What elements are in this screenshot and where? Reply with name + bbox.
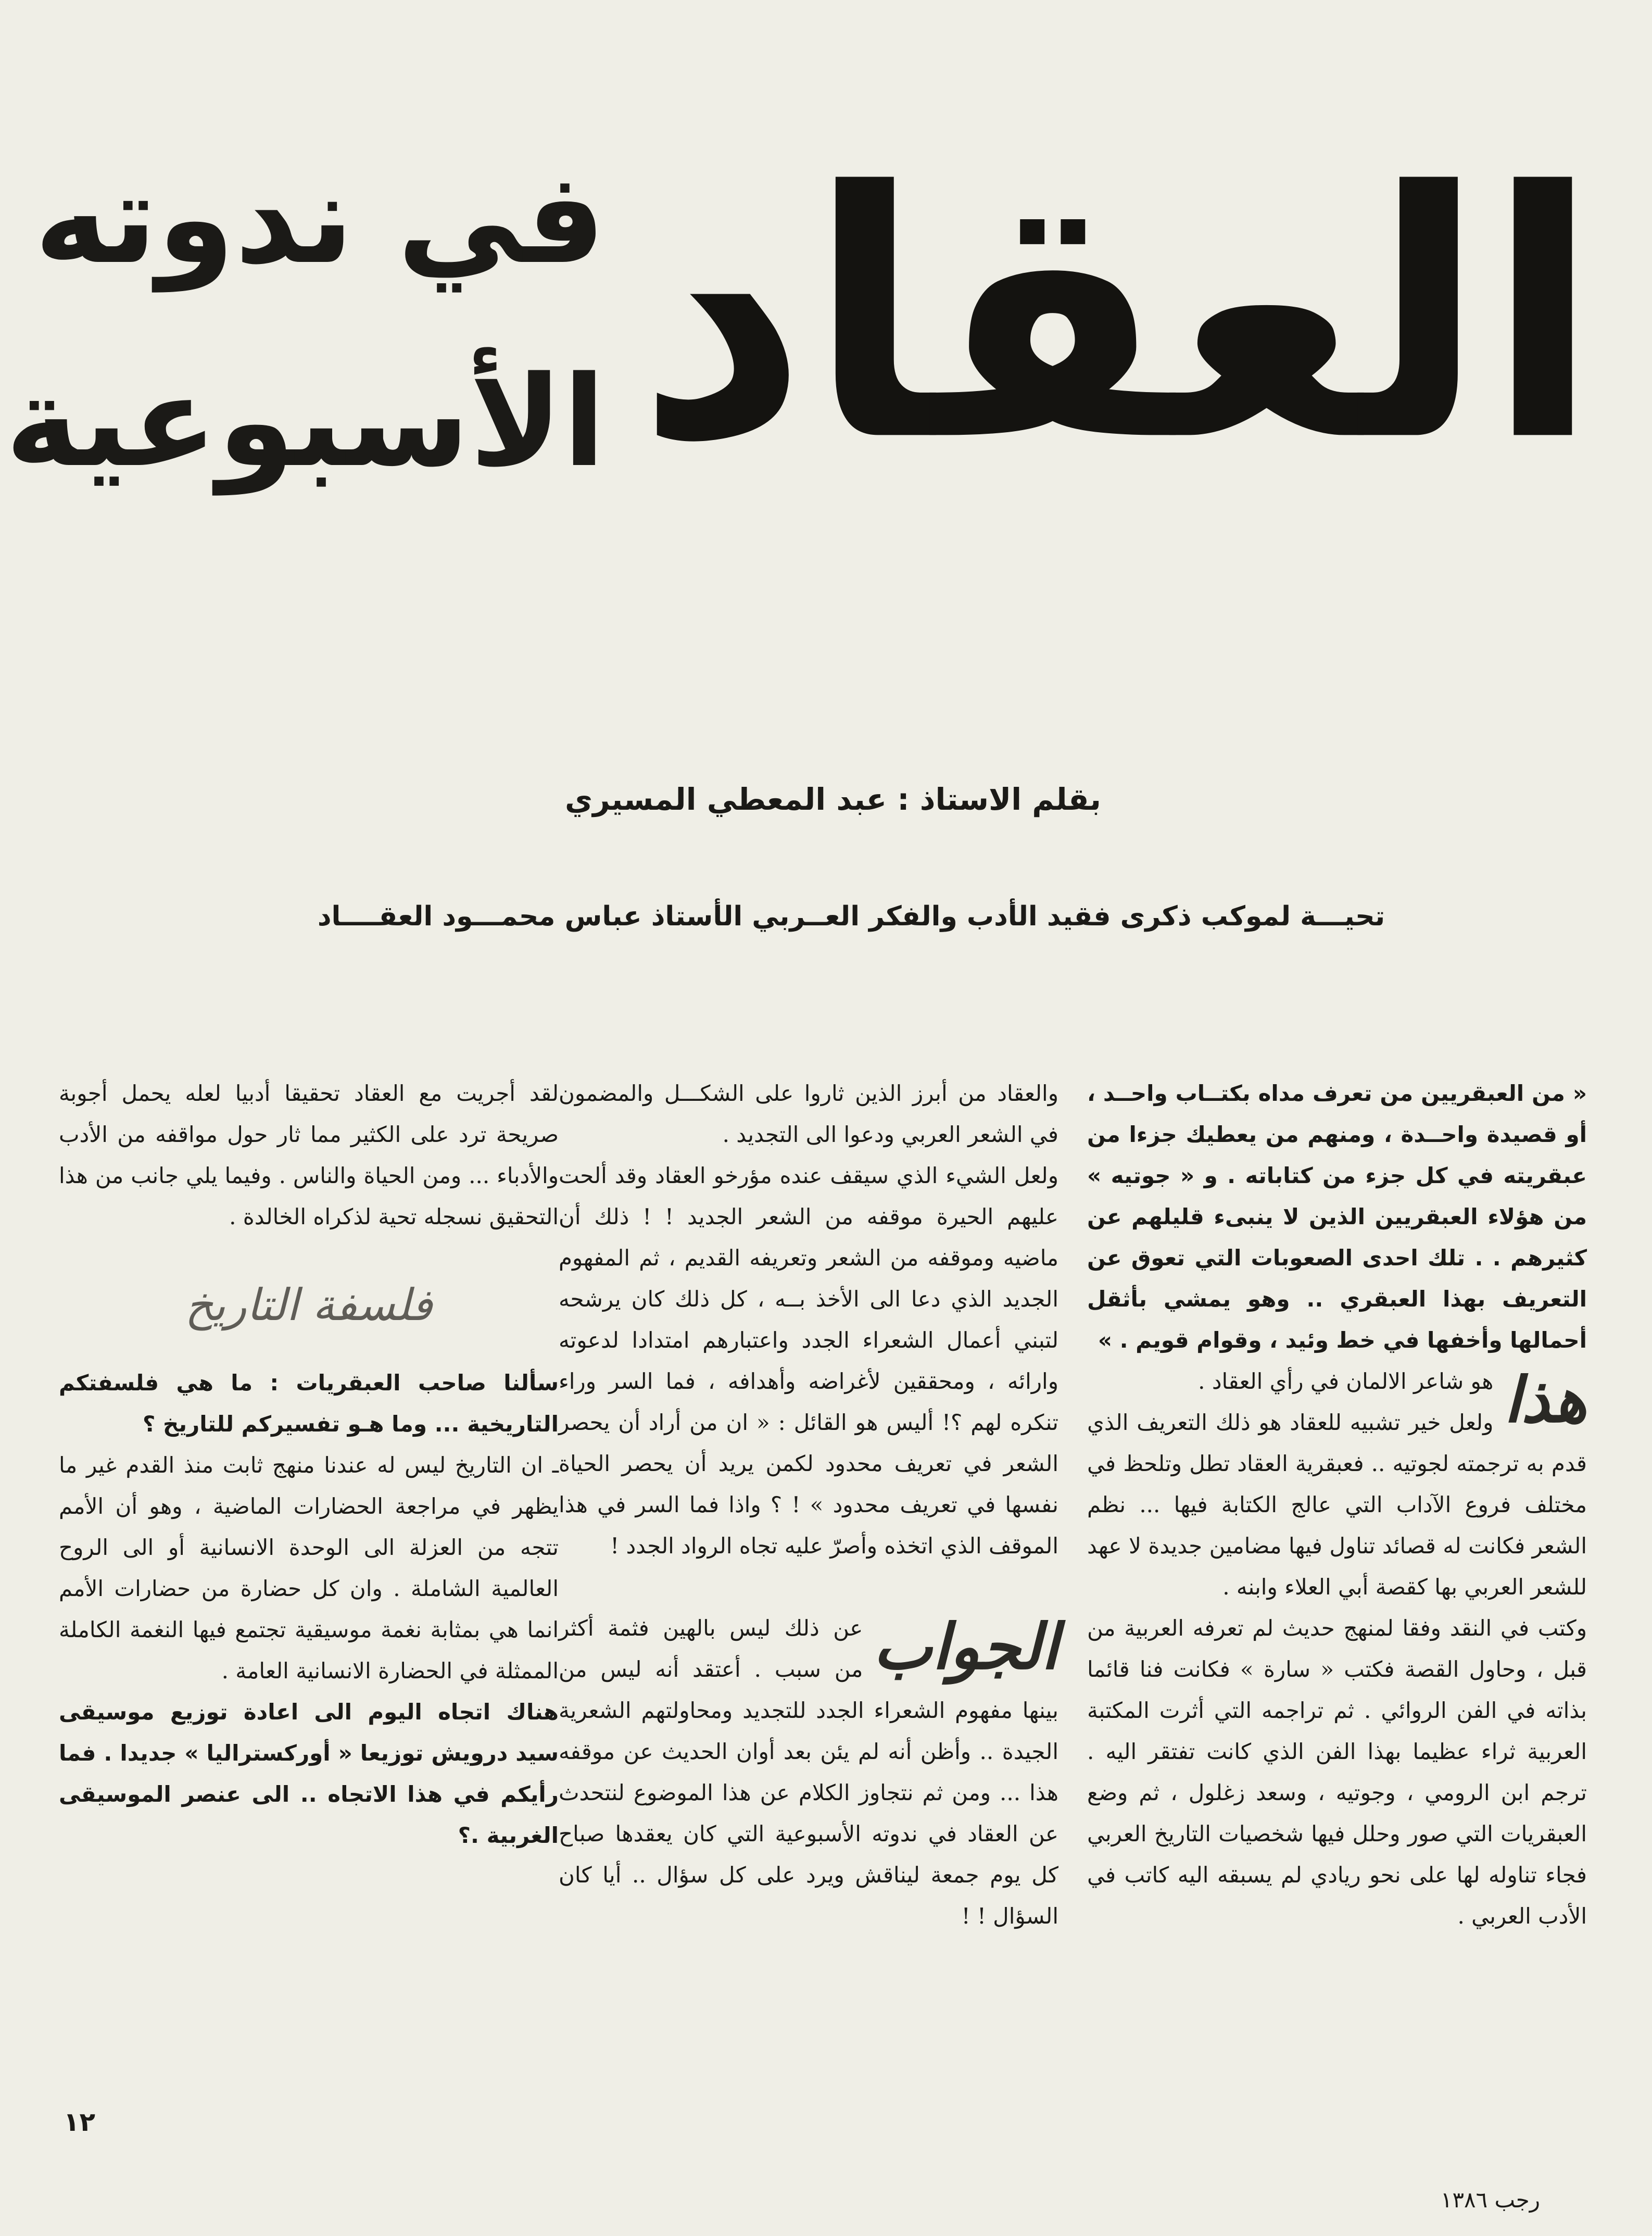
- column-middle: [559, 1073, 1058, 1937]
- intro-text: هو شاعر الالمان في رأي العقاد .: [1198, 1368, 1494, 1394]
- dedication: تحيـــة لموكب ذكرى فقيد الأدب والفكر العــربي الأستاذ عباس محمـــود العقــــاد: [317, 901, 1385, 932]
- paragraph: والعقاد من أبرز الذين ثاروا على الشكـــل والمضمون في الشعر العربي ودعوا الى التجديد .: [559, 1081, 1058, 1147]
- paragraph: وكتب في النقد وفقا لمنهج حديث لم تعرفه العربية من قبل ، وحاول القصة فكتب « سارة » فكانت فنا قائما بذاته في الفن الروائي . ثم تراجمه التي أثرت المكتبة العربية ثراء عظيما بهذا الفن الذي كانت تفتقر اليه . ترجم ابن الرومي ، وجوتيه ، وسعد زغلول ، ثم وضع العبقريات التي صور وحلل فيها شخصيات التاريخ العربي فجاء تناوله لها على نحو ريادي لم يسبقه اليه كاتب في الأدب العربي .: [1087, 1615, 1587, 1929]
- intro-paragraph: [1087, 1361, 1587, 1437]
- paragraph: ولعل الشيء الذي سيقف عنده مؤرخو العقاد وقد ألحت عليهم الحيرة موقفه من الشعر الجديد ! ! ذلك أن ماضيه وموقفه من الشعر وتعريفه القديم ، ثم المفهوم الجديد الذي دعا الى الأخذ بــه ، كل ذلك كان يرشحه لتبني أعمال الشعراء الجدد واعتبارهم امتدادا لدعوته وارائه ، ومحققين لأغراضه وأهدافه ، فما السر وراء تنكره لهم ؟! أليس هو القائل : « ان من أراد أن يحصر الشعر في تعريف محدود لكمن يريد أن يحصر الحياة نفسها في تعريف محدود » ! ؟ واذا فما السر في هذا الموقف الذي اتخذه وأصرّ عليه تجاه الرواد الجدد !: [559, 1163, 1058, 1559]
- issue-date: رجب ١٣٨٦: [1440, 2187, 1540, 2213]
- paragraph: ولعل خير تشبيه للعقاد هو ذلك التعريف الذي قدم به ترجمته لجوتيه .. فعبقرية العقاد تطل وتلحظ في مختلف فروع الآداب التي عالج الكتابة فيها ... نظم الشعر فكانت له قصائد تناول فيها مضامين جديدة لا عهد للشعر العربي بها كقصة أبي العلاء وابنه .: [1087, 1410, 1587, 1600]
- section-title: فلسفة التاريخ: [185, 1279, 433, 1330]
- headline-main: العقاد: [636, 119, 1600, 516]
- byline: بقلم الاستاذ : عبد المعطي المسيري: [565, 782, 1101, 817]
- answer-text: عن ذلك ليس بالهين فثمة أكثر من سبب . أعتقد أنه ليس من بينها مفهوم الشعراء الجدد للتجديد ومحاولتهم الشعرية الجيدة .. وأظن أنه لم يئن بعد أوان الحديث عن موقفه هذا ... ومن ثم نتجاوز الكلام عن هذا الموضوع لنتحدث عن العقاد في ندوته الأسبوعية التي كان يعقدها صباح كل يوم جمعة ليناقش ويرد على كل سؤال .. أيا كان السؤال ! !: [559, 1615, 1058, 1929]
- answer-paragraph: [559, 1607, 1058, 1937]
- question: هناك اتجاه اليوم الى اعادة توزيع موسيقى سيد درويش توزيعا « أوركستراليا » جديدا . فما رأيكم في هذا الاتجاه .. الى عنصر الموسيقى الغربية .؟: [59, 1699, 559, 1848]
- headline-sub-line1: في ندوته: [34, 146, 606, 292]
- answer: ـ ان التاريخ ليس له عندنا منهج ثابت منذ القدم غير ما يظهر في مراجعة الحضارات الماضية ، وهو أن الأمم تتجه من العزلة الى الوحدة الانسانية أو الى الروح العالمية الشاملة . وان كل حضارة من حضارات الأمم انما هي بمثابة نغمة موسيقية تجتمع فيها النغمة الكاملة الممثلة في الحضارة الانسانية العامة .: [59, 1452, 559, 1684]
- opening-quote: « من العبقريين من تعرف مداه بكتــاب واحــد ، أو قصيدة واحــدة ، ومنهم من يعطيك جزءا من عبقريته في كل جزء من كتاباته . و « جوتيه » من هؤلاء العبقريين الذين لا ينبىء قليلهم عن كثيرهم . . تلك احدى الصعوبات التي تعوق عن التعريف بهذا العبقري .. وهو يمشي بأثقل أحمالها وأخفها في خط وئيد ، وقوام قويم . »: [1087, 1081, 1587, 1353]
- page-number: ١٢: [64, 2107, 96, 2137]
- spacer: [559, 1566, 1058, 1607]
- question: سألنا صاحب العبقريات : ما هي فلسفتكم التاريخية ... وما هـو تفسيركم للتاريخ ؟: [59, 1370, 559, 1437]
- column-right: [1087, 1073, 1587, 1937]
- drop-word-aljawab: الجواب: [873, 1610, 1058, 1684]
- headline-sub-line2: الأسبوعية: [5, 349, 606, 495]
- column-left: [59, 1073, 559, 1856]
- drop-word-hatha: هذا: [1504, 1363, 1587, 1437]
- paragraph: لقد أجريت مع العقاد تحقيقا أدبيا لعله يحمل أجوبة صريحة ترد على الكثير مما ثار حول مواقفه من الأدب والأدباء ... ومن الحياة والناس . وفيما يلي جانب من هذا التحقيق نسجله تحية لذكراه الخالدة .: [59, 1081, 559, 1229]
